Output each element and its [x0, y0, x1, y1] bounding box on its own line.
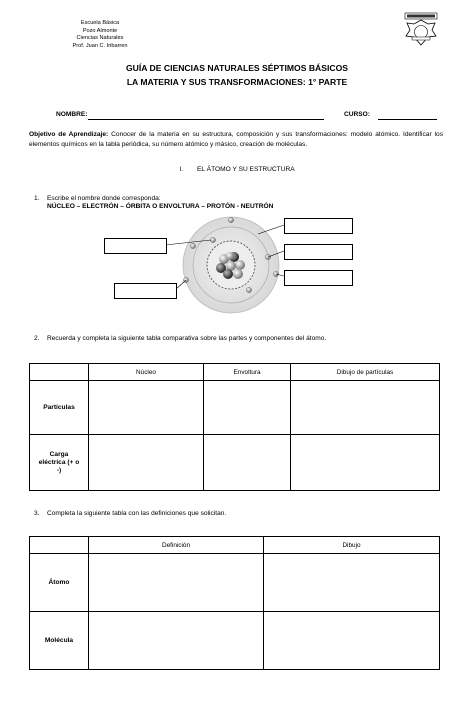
row-header-atom: Átomo: [30, 554, 89, 612]
q1-text: Escribe el nombre donde corresponda:: [47, 195, 161, 202]
answer-cell[interactable]: [264, 612, 440, 670]
col-header-definition: Definición: [89, 537, 264, 554]
answer-cell[interactable]: [89, 554, 264, 612]
q2-text: Recuerda y completa la siguiente tabla comparativa sobre las partes y componentes del átomo.: [47, 335, 327, 342]
answer-box-left-top[interactable]: [104, 238, 167, 254]
q3-text: Completa la siguiente tabla con las definiciones que solicitan.: [47, 510, 227, 517]
table-header-row: [30, 364, 440, 381]
table-row: [30, 612, 440, 670]
table-row: [30, 554, 440, 612]
answer-cell[interactable]: [89, 435, 204, 491]
school-logo: [404, 12, 438, 46]
answer-box-right-middle[interactable]: [284, 244, 353, 260]
table-corner-cell: [30, 364, 89, 381]
row-header-particles: Partículas: [30, 381, 89, 435]
atom-comparison-table: [29, 363, 440, 491]
school-line: Prof. Juan C. Iribarren: [72, 42, 128, 49]
table-corner-cell: [30, 537, 89, 554]
answer-cell[interactable]: [204, 435, 291, 491]
answer-cell[interactable]: [264, 554, 440, 612]
course-field[interactable]: [378, 119, 437, 120]
course-label: CURSO:: [344, 111, 371, 118]
title-line-1: GUÍA DE CIENCIAS NATURALES SÉPTIMOS BÁSICOS: [125, 63, 349, 73]
school-info: [40, 20, 160, 50]
objective-label: Objetivo de Aprendizaje:: [29, 131, 109, 138]
q1-number: 1.: [34, 195, 40, 202]
section-number: I.: [179, 166, 184, 173]
answer-cell[interactable]: [204, 381, 291, 435]
answer-box-right-bottom[interactable]: [284, 270, 353, 286]
answer-box-left-bottom[interactable]: [114, 283, 177, 299]
col-header-envelope: Envoltura: [204, 364, 291, 381]
learning-objective: [29, 130, 443, 150]
table-row: [30, 381, 440, 435]
school-line: Escuela Básica: [80, 20, 120, 26]
row-header-charge: Carga eléctrica (+ o -): [30, 435, 89, 491]
section-title-text: EL ÁTOMO Y SU ESTRUCTURA: [197, 166, 295, 173]
school-line: Ciencias Naturales: [76, 35, 124, 42]
col-header-drawing: Dibujo: [264, 537, 440, 554]
table-row: [30, 435, 440, 491]
school-line: Pozo Almonte: [82, 27, 118, 34]
q3-number: 3.: [34, 510, 40, 517]
q1-word-bank: NÚCLEO – ELECTRÓN – ÓRBITA O ENVOLTURA – PROTÓN - NEUTRÓN: [47, 203, 274, 210]
title-line-2: LA MATERIA Y SUS TRANSFORMACIONES: 1° PARTE: [126, 77, 348, 87]
answer-box-right-top[interactable]: [284, 218, 353, 234]
row-header-molecule: Molécula: [30, 612, 89, 670]
answer-cell[interactable]: [89, 612, 264, 670]
name-field[interactable]: [88, 119, 324, 120]
name-label: NOMBRE:: [56, 111, 88, 118]
definitions-table: [29, 536, 440, 670]
objective-text: Conocer de la materia en su estructura, composición y sus transformaciones: modelo atómico. Identificar los elementos químicos en la tabla periódica, su número atómico y másico, creación de moléculas.: [29, 131, 443, 148]
table-header-row: [30, 537, 440, 554]
q2-number: 2.: [34, 335, 40, 342]
col-header-nucleus: Núcleo: [89, 364, 204, 381]
answer-cell[interactable]: [89, 381, 204, 435]
answer-cell[interactable]: [291, 435, 440, 491]
section-title: [0, 166, 474, 173]
col-header-particle-drawing: Dibujo de partículas: [291, 364, 440, 381]
answer-cell[interactable]: [291, 381, 440, 435]
